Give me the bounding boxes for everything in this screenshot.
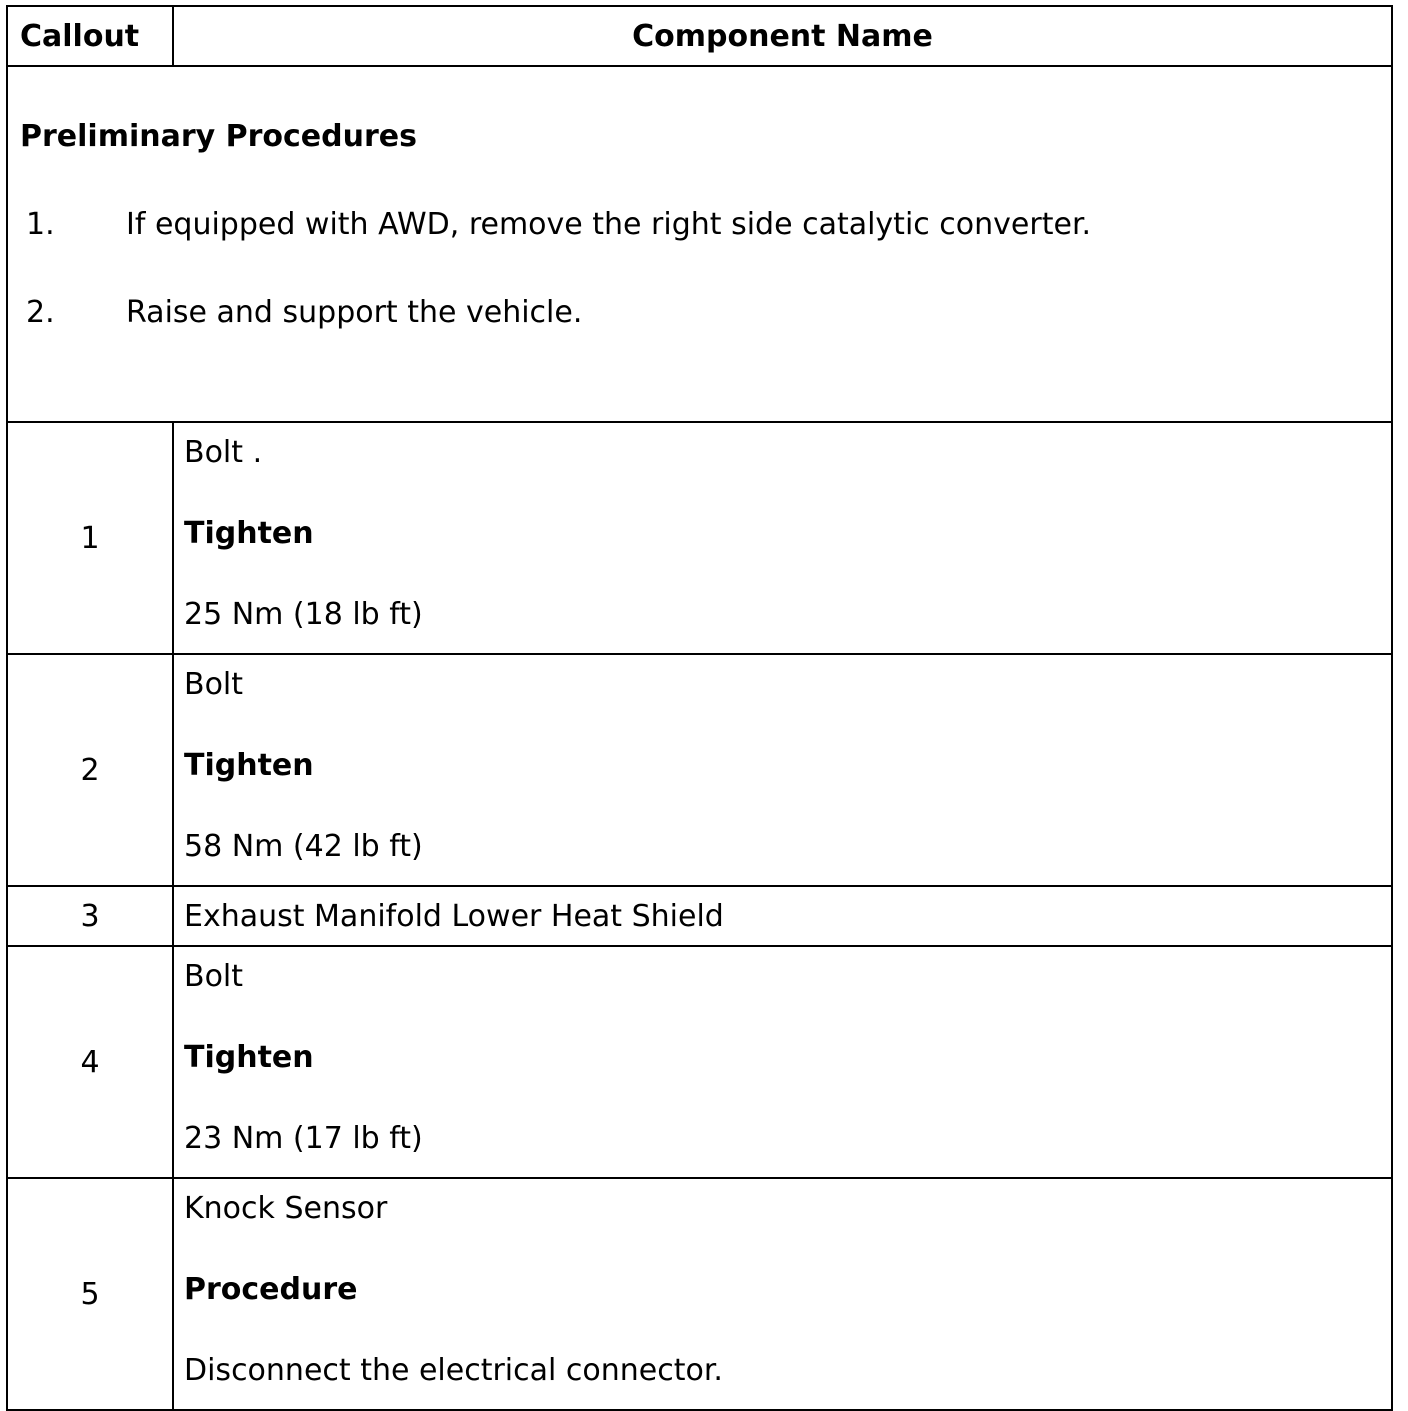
table-row — [7, 946, 1392, 1178]
callout-number: 5 — [7, 1178, 173, 1410]
component-action: Tighten — [184, 516, 314, 551]
component-name: Bolt — [184, 959, 244, 994]
component-detail: 23 Nm (17 lb ft) — [184, 1121, 423, 1156]
step-number: 2. — [26, 295, 55, 330]
callout-header: Callout — [7, 6, 173, 66]
component-action: Tighten — [184, 748, 314, 783]
component-cell — [173, 654, 1392, 886]
component-action: Procedure — [184, 1272, 358, 1307]
component-detail: Disconnect the electrical connector. — [184, 1353, 723, 1388]
table-row — [7, 654, 1392, 886]
callout-number: 1 — [7, 422, 173, 654]
component-name: Bolt — [184, 667, 244, 702]
callout-number: 3 — [7, 886, 173, 946]
header-row — [7, 6, 1392, 66]
component-table — [6, 5, 1393, 1411]
component-name: Exhaust Manifold Lower Heat Shield — [184, 898, 724, 934]
step-text: Raise and support the vehicle. — [126, 295, 583, 330]
component-name: Knock Sensor — [184, 1191, 388, 1226]
table-row — [7, 1178, 1392, 1410]
preliminary-title: Preliminary Procedures — [20, 119, 417, 154]
preliminary-row — [7, 66, 1392, 422]
component-detail: 58 Nm (42 lb ft) — [184, 829, 423, 864]
preliminary-step — [8, 207, 1391, 243]
component-cell — [173, 1178, 1392, 1410]
component-name-header: Component Name — [173, 6, 1392, 66]
component-cell — [173, 886, 1392, 946]
component-detail: 25 Nm (18 lb ft) — [184, 597, 423, 632]
table-row — [7, 886, 1392, 946]
component-action: Tighten — [184, 1040, 314, 1075]
component-cell — [173, 946, 1392, 1178]
step-number: 1. — [26, 207, 55, 242]
component-cell — [173, 422, 1392, 654]
preliminary-step — [8, 295, 1391, 331]
step-text: If equipped with AWD, remove the right side catalytic converter. — [126, 207, 1092, 242]
callout-number: 2 — [7, 654, 173, 886]
callout-number: 4 — [7, 946, 173, 1178]
table-row — [7, 422, 1392, 654]
component-name: Bolt . — [184, 435, 263, 470]
preliminary-cell — [7, 66, 1392, 422]
